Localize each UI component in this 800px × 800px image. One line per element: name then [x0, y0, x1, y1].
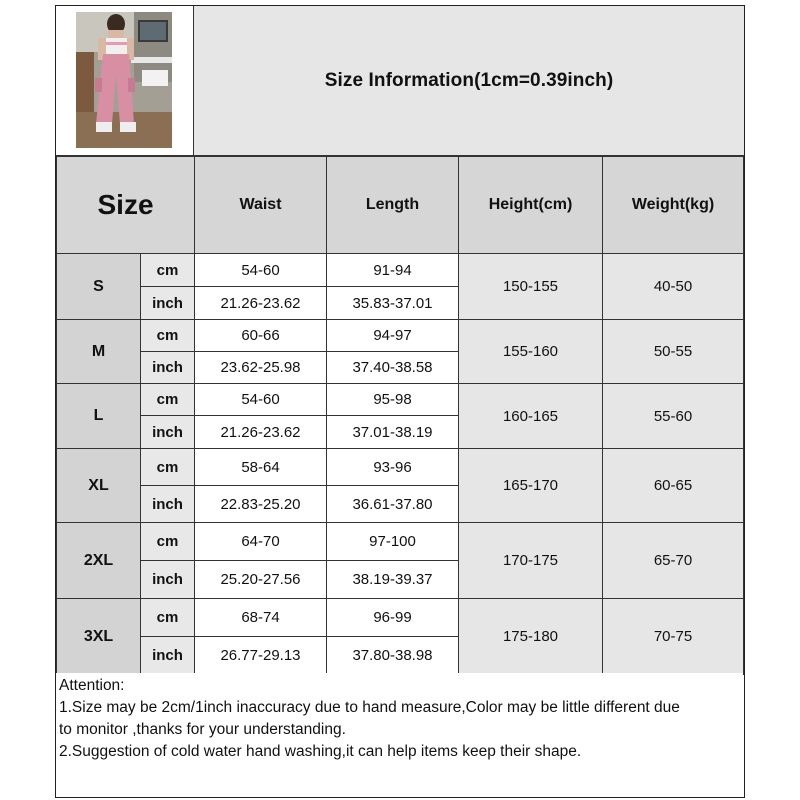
unit-inch: inch	[141, 416, 195, 449]
table-row	[57, 449, 744, 486]
attention-line-2: 2.Suggestion of cold water hand washing,it can help items keep their shape.	[59, 743, 582, 760]
attention-heading: Attention:	[59, 677, 125, 694]
height-value: 150-155	[459, 254, 603, 320]
waist-cm: 54-60	[195, 254, 327, 287]
waist-cm: 64-70	[195, 523, 327, 561]
unit-cm: cm	[141, 254, 195, 287]
length-inch: 35.83-37.01	[327, 287, 459, 320]
attention-line-1: 1.Size may be 2cm/1inch inaccuracy due to hand measure,Color may be little different due	[59, 699, 680, 716]
length-cm: 93-96	[327, 449, 459, 486]
height-value: 160-165	[459, 384, 603, 449]
length-inch: 38.19-39.37	[327, 561, 459, 599]
size-table	[56, 156, 744, 675]
unit-inch: inch	[141, 352, 195, 384]
product-photo-cell	[56, 6, 194, 156]
size-label: S	[57, 254, 141, 320]
weight-value: 50-55	[603, 320, 744, 384]
weight-value: 60-65	[603, 449, 744, 523]
header-height: Height(cm)	[459, 157, 603, 254]
length-cm: 95-98	[327, 384, 459, 416]
unit-cm: cm	[141, 320, 195, 352]
waist-cm: 54-60	[195, 384, 327, 416]
length-inch: 37.40-38.58	[327, 352, 459, 384]
weight-value: 65-70	[603, 523, 744, 599]
attention-notes	[56, 673, 743, 797]
unit-inch: inch	[141, 561, 195, 599]
waist-inch: 23.62-25.98	[195, 352, 327, 384]
unit-cm: cm	[141, 384, 195, 416]
weight-value: 55-60	[603, 384, 744, 449]
header-waist: Waist	[195, 157, 327, 254]
waist-cm: 60-66	[195, 320, 327, 352]
length-inch: 37.01-38.19	[327, 416, 459, 449]
length-cm: 97-100	[327, 523, 459, 561]
unit-cm: cm	[141, 523, 195, 561]
length-cm: 91-94	[327, 254, 459, 287]
height-value: 175-180	[459, 599, 603, 675]
unit-inch: inch	[141, 287, 195, 320]
unit-inch: inch	[141, 486, 195, 523]
table-row	[57, 523, 744, 561]
waist-inch: 25.20-27.56	[195, 561, 327, 599]
weight-value: 70-75	[603, 599, 744, 675]
length-cm: 96-99	[327, 599, 459, 637]
table-row	[57, 384, 744, 416]
length-inch: 37.80-38.98	[327, 637, 459, 675]
size-chart	[55, 5, 745, 798]
waist-cm: 68-74	[195, 599, 327, 637]
unit-inch: inch	[141, 637, 195, 675]
table-header-row	[57, 157, 744, 254]
table-row	[57, 320, 744, 352]
size-label: M	[57, 320, 141, 384]
waist-inch: 22.83-25.20	[195, 486, 327, 523]
weight-value: 40-50	[603, 254, 744, 320]
attention-line-1-continued: to monitor ,thanks for your understanding.	[59, 721, 346, 738]
size-label: XL	[57, 449, 141, 523]
waist-cm: 58-64	[195, 449, 327, 486]
page-title: Size Information(1cm=0.39inch)	[324, 69, 614, 91]
size-label: L	[57, 384, 141, 449]
size-label: 3XL	[57, 599, 141, 675]
header-weight: Weight(kg)	[603, 157, 744, 254]
unit-cm: cm	[141, 599, 195, 637]
table-row	[57, 254, 744, 287]
height-value: 165-170	[459, 449, 603, 523]
size-label: 2XL	[57, 523, 141, 599]
length-cm: 94-97	[327, 320, 459, 352]
model-photo	[76, 12, 172, 148]
height-value: 155-160	[459, 320, 603, 384]
length-inch: 36.61-37.80	[327, 486, 459, 523]
waist-inch: 21.26-23.62	[195, 416, 327, 449]
header-size: Size	[57, 157, 195, 254]
table-row	[57, 599, 744, 637]
height-value: 170-175	[459, 523, 603, 599]
waist-inch: 21.26-23.62	[195, 287, 327, 320]
waist-inch: 26.77-29.13	[195, 637, 327, 675]
header-length: Length	[327, 157, 459, 254]
title-cell	[194, 6, 744, 156]
unit-cm: cm	[141, 449, 195, 486]
